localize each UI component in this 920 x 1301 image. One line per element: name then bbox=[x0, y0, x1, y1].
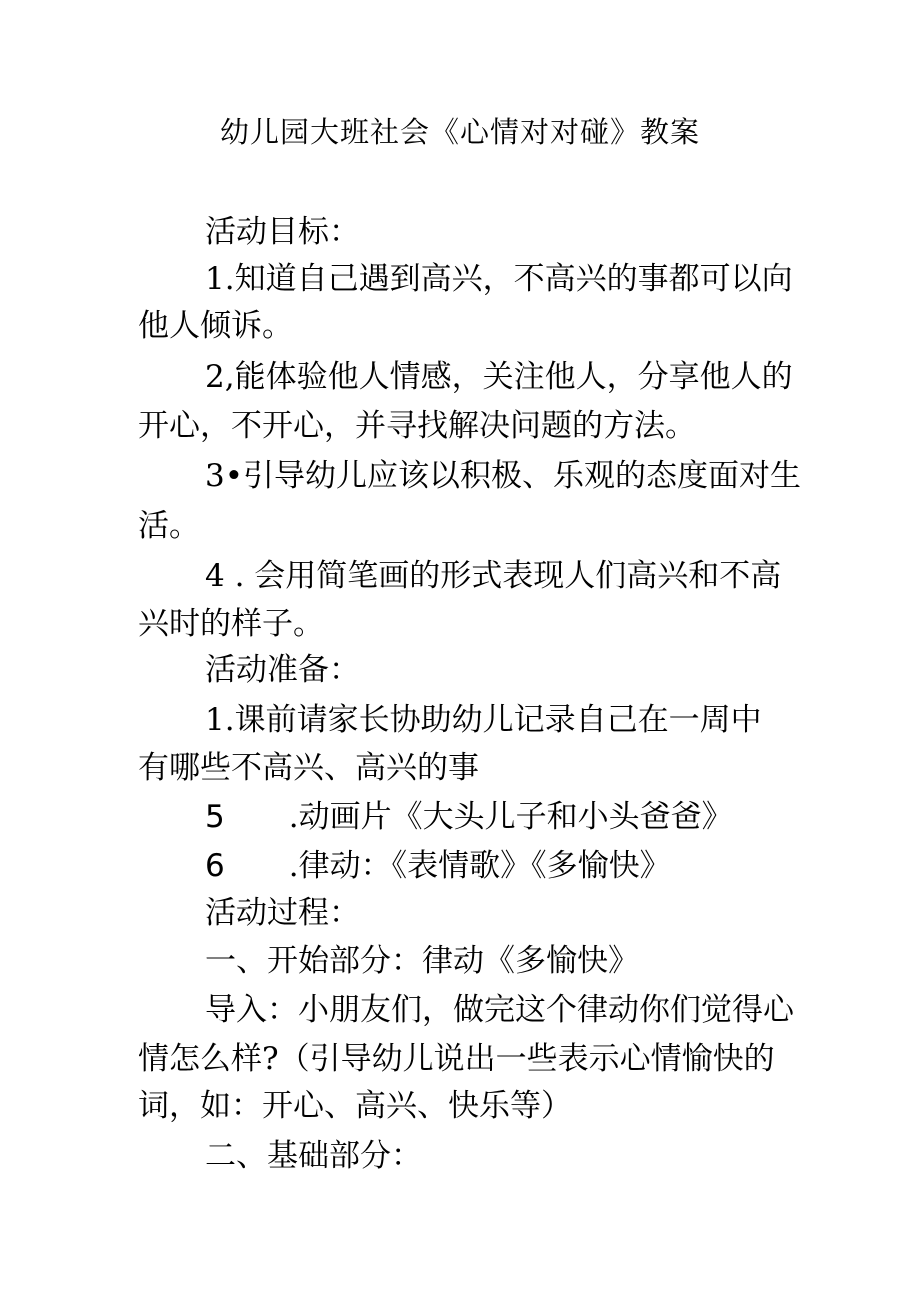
prep-6-text: .律动：《表情歌》《多愉快》 bbox=[288, 848, 671, 884]
goal-1: 1.知道自己遇到高兴，不高兴的事都可以向 bbox=[205, 261, 793, 297]
process-part-1: 一、开始部分：律动《多愉快》 bbox=[205, 943, 639, 979]
goal-1-cont: 他人倾诉。 bbox=[138, 308, 293, 344]
goal-2: 2,能体验他人情感，关注他人，分享他人的 bbox=[205, 359, 793, 395]
intro-line-2: 情怎么样?（引导幼儿说出一些表示心情愉快的 bbox=[138, 1041, 775, 1077]
page-title: 幼儿园大班社会《心情对对碰》教案 bbox=[219, 115, 700, 149]
heading-preparation: 活动准备： bbox=[205, 652, 360, 688]
prep-5-text: .动画片《大头儿子和小头爸爸》 bbox=[288, 799, 733, 835]
heading-goals: 活动目标： bbox=[205, 214, 360, 250]
goal-2-cont: 开心，不开心，并寻找解决问题的方法。 bbox=[138, 408, 696, 444]
goal-4-cont: 兴时的样子。 bbox=[138, 606, 324, 642]
prep-5-number: 5 bbox=[205, 799, 225, 835]
prep-1: 1.课前请家长协助幼儿记录自己在一周中 bbox=[205, 702, 762, 738]
intro-line-1: 导入：小朋友们，做完这个律动你们觉得心 bbox=[205, 992, 794, 1028]
goal-3: 3•引导幼儿应该以积极、乐观的态度面对生 bbox=[205, 458, 802, 494]
prep-6-number: 6 bbox=[205, 848, 225, 884]
process-part-2: 二、基础部分： bbox=[205, 1138, 422, 1174]
prep-1-cont: 有哪些不高兴、高兴的事 bbox=[138, 750, 479, 786]
intro-line-3: 词，如：开心、高兴、快乐等） bbox=[138, 1088, 572, 1124]
prep-5 bbox=[205, 797, 733, 837]
prep-6 bbox=[205, 846, 671, 886]
goal-4: 4 . 会用简笔画的形式表现人们高兴和不高 bbox=[205, 558, 782, 594]
heading-process: 活动过程： bbox=[205, 895, 360, 931]
goal-3-cont: 活。 bbox=[138, 508, 200, 544]
